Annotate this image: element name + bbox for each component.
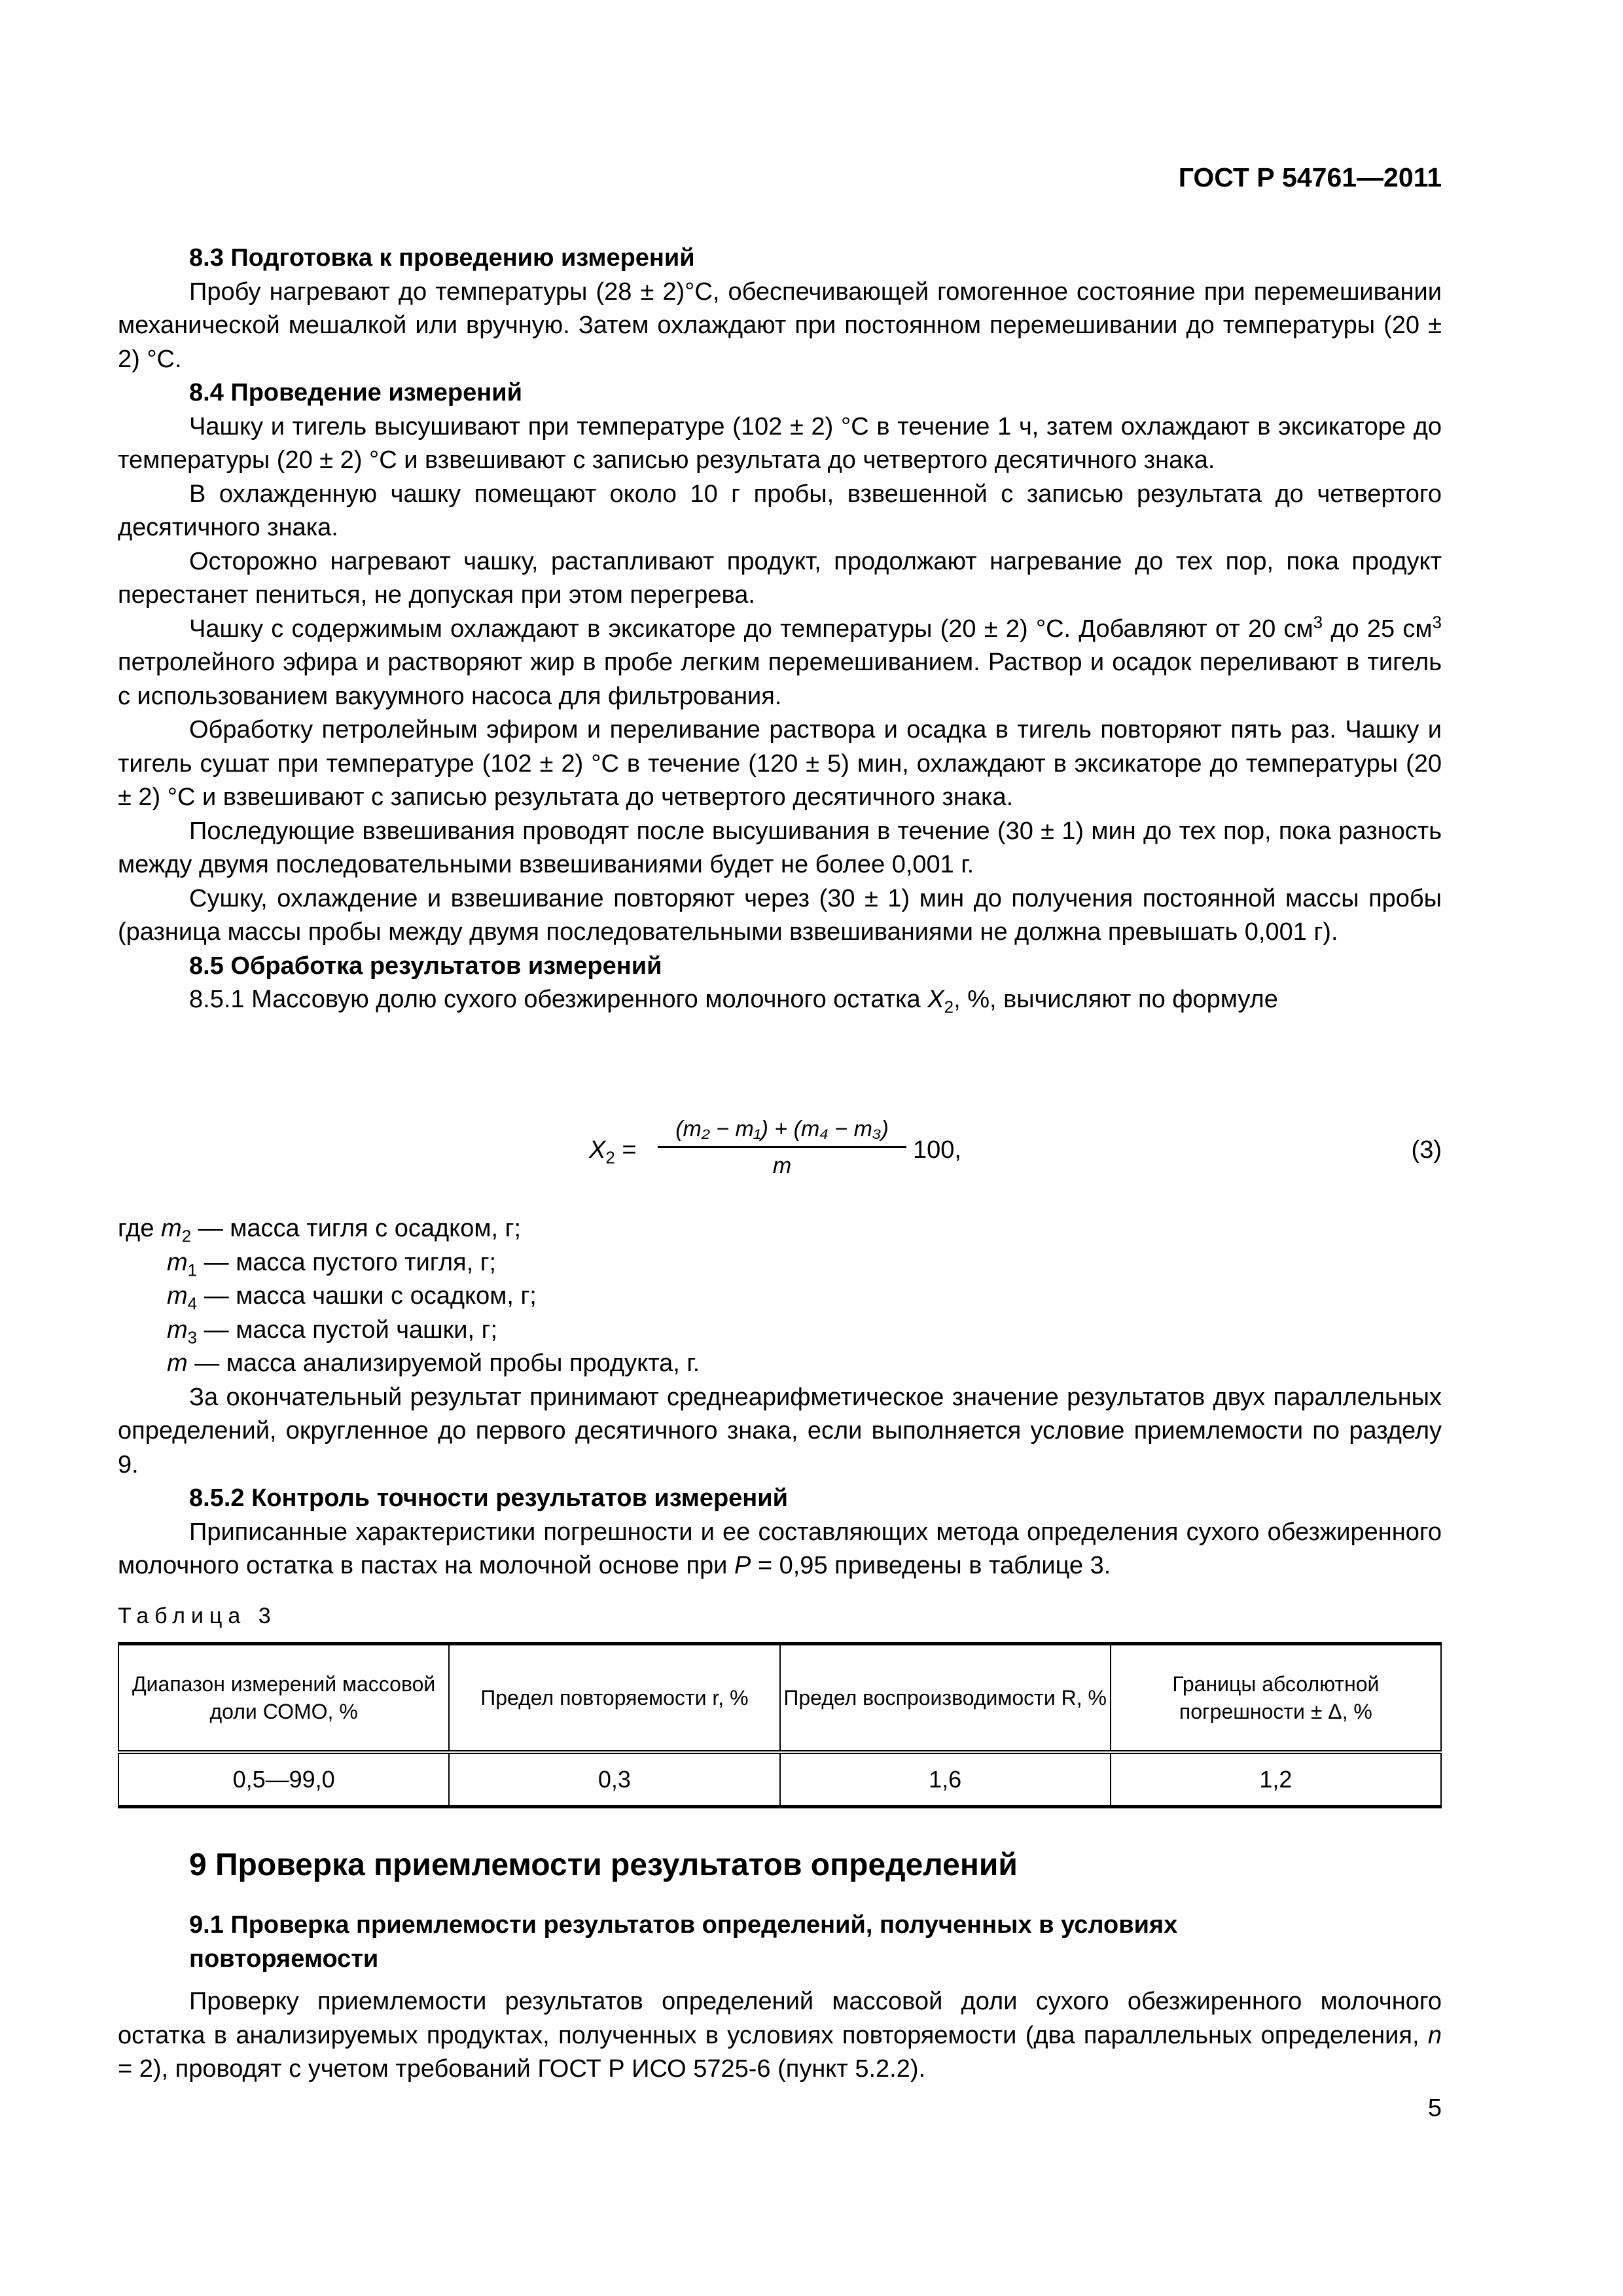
where-item-part: m [167,1316,188,1344]
where-item-part: 1 [187,1260,198,1280]
paragraph: Чашку и тигель высушивают при температуре (102 ± 2) °С в течение 1 ч, затем охлаждают в эксикаторе до температуры (20 ± 2) °С и взвешивают с записью результата до четвертого десятичного знака. [118,412,1442,474]
column-header: Предел повторяемости r, % [449,1644,779,1753]
text: = 2), проводят с учетом требований ГОСТ Р ИСО 5725-6 (пункт 5.2.2). [118,2055,926,2083]
text: Проверку приемлемости результатов определений массовой доли сухого обезжиренного молочного остатка в анализируемых продуктах, полученных в условиях повторяемости (два параллельных определения, [118,1988,1442,2049]
where-item-part: где [118,1215,162,1242]
paragraph: За окончательный результат принимают среднеарифметическое значение результатов двух параллельных определений, округленное до первого десятичного знака, если выполняется условие приемлемости по разделу 9. [118,1383,1442,1479]
column-header: Диапазон измерений массовой доли СОМО, % [118,1644,449,1753]
where-item-part: — масса чашки с осадком, г; [197,1282,537,1310]
paragraph [118,1985,1442,2087]
paragraph [118,1516,1442,1583]
numerator-text: (m₂ − m₁) + (m₄ − m₃) [675,1117,889,1141]
sections-8-3-to-8-5 [118,242,1442,1017]
where-item [118,1314,1442,1348]
table-3 [118,1642,1442,1808]
document-id: ГОСТ Р 54761—2011 [1178,162,1442,192]
paragraph: Сушку, охлаждение и взвешивание повторяют через (30 ± 1) мин до получения постоянной массы пробы (разница массы пробы между двумя последовательными взвешиваниями не должна превышать 0,001 г). [118,884,1442,946]
table-header-row [118,1644,1441,1753]
text: , %, вычисляют по формуле [954,986,1278,1013]
where-item-part: — масса пустого тигля, г; [197,1248,497,1276]
where-item-part: — масса тигля с осадком, г; [191,1215,522,1242]
formula-number: (3) [1411,1136,1442,1164]
column-header: Предел воспроизводимости R, % [780,1644,1111,1753]
table-cell: 0,3 [449,1752,779,1807]
table-caption: Таблица 3 [118,1604,277,1628]
where-item-part: — масса пустой чашки, г; [197,1316,498,1344]
subscript: 2 [944,997,954,1017]
paragraph: Последующие взвешивания проводят после высушивания в течение (30 ± 1) мин до тех пор, пока разность между двумя последовательными взвешиваниями будет не более 0,001 г. [118,817,1442,878]
where-item [118,1280,1442,1314]
where-item-part: 2 [181,1226,192,1246]
where-item-part: m [167,1350,188,1377]
text: петролейного эфира и растворяют жир в пробе легким перемешиванием. Раствор и осадок переливают в тигель с использованием вакуумного насоса для фильтрования. [118,649,1442,710]
where-item [118,1246,1442,1280]
heading-8-5: 8.5 Обработка результатов измерений [189,952,662,980]
page-number: 5 [1427,2094,1442,2122]
fraction [658,1113,906,1179]
heading-8-5-2: 8.5.2 Контроль точности результатов измерений [189,1484,788,1512]
symbol: P [734,1552,751,1579]
where-item-part: m [167,1282,188,1310]
table-cell: 0,5—99,0 [118,1752,449,1807]
where-item-part: 3 [187,1327,198,1348]
formula-explanation [118,1212,1442,1583]
where-item [118,1347,1442,1381]
text: 8.5.1 Массовую долю сухого обезжиренного молочного остатка [189,986,928,1013]
numerator [658,1113,906,1148]
formula-lhs [589,1136,637,1168]
paragraph [118,613,1442,714]
section-9-1 [118,1909,1442,2087]
paragraph: Осторожно нагревают чашку, растапливают продукт, продолжают нагревание до тех пор, пока продукт перестанет пениться, не допуская при этом перегрева. [118,547,1442,609]
text: Приписанные характеристики погрешности и ее составляющих метода определения сухого обезжиренного молочного остатка в пастах на молочной основе при [118,1518,1442,1579]
heading-9-1: 9.1 Проверка приемлемости результатов определений, полученных в условиях повторяемости [189,1911,1178,1973]
subscript: 2 [605,1147,615,1168]
where-list [118,1212,1442,1381]
equals: = [615,1136,637,1164]
where-item-part: m [161,1215,182,1242]
heading-section-9: 9 Проверка приемлемости результатов определений [189,1848,1018,1882]
where-item-part: 4 [187,1293,198,1314]
superscript: 3 [1432,611,1442,632]
table-cell: 1,6 [780,1752,1111,1807]
denominator [658,1148,906,1179]
symbol: n [1427,2021,1442,2049]
table-cell: 1,2 [1111,1752,1441,1807]
symbol: X [589,1136,606,1164]
where-item-part: — масса анализируемой пробы продукта, г. [187,1350,700,1377]
where-item [118,1212,1442,1246]
column-header: Границы абсолютной погрешности ± Δ, % [1111,1644,1441,1753]
denominator-text: m [772,1153,792,1178]
text: Чашку с содержимым охлаждают в эксикаторе до температуры (20 ± 2) °С. Добавляют от 20 см [189,615,1313,643]
paragraph: Пробу нагревают до температуры (28 ± 2)°С, обеспечивающей гомогенное состояние при перемешивании механической мешалкой или вручную. Затем охлаждают при постоянном перемешивании до температуры (20 ± 2) °С. [118,278,1442,373]
heading-8-3: 8.3 Подготовка к проведению измерений [189,244,695,272]
text: до 25 см [1323,615,1433,643]
formula-3 [0,1113,1442,1191]
formula-factor: 100, [913,1136,961,1164]
text: = 0,95 приведены в таблице 3. [751,1552,1111,1579]
symbol: X [927,986,944,1013]
heading-8-4: 8.4 Проведение измерений [189,379,522,406]
paragraph-8-5-1 [118,983,1442,1017]
where-item-part: m [167,1248,188,1276]
paragraph: В охлажденную чашку помещают около 10 г пробы, взвешенной с записью результата до четвертого десятичного знака. [118,480,1442,541]
superscript: 3 [1313,611,1323,632]
table-row [118,1752,1441,1807]
paragraph: Обработку петролейным эфиром и переливание раствора и осадка в тигель повторяют пять раз. Чашку и тигель сушат при температуре (102 ± 2) °С в течение (120 ± 5) мин, охлаждают в эксикаторе до температуры (20 ± 2) °С и взвешивают с записью результата до четвертого десятичного знака. [118,716,1442,811]
